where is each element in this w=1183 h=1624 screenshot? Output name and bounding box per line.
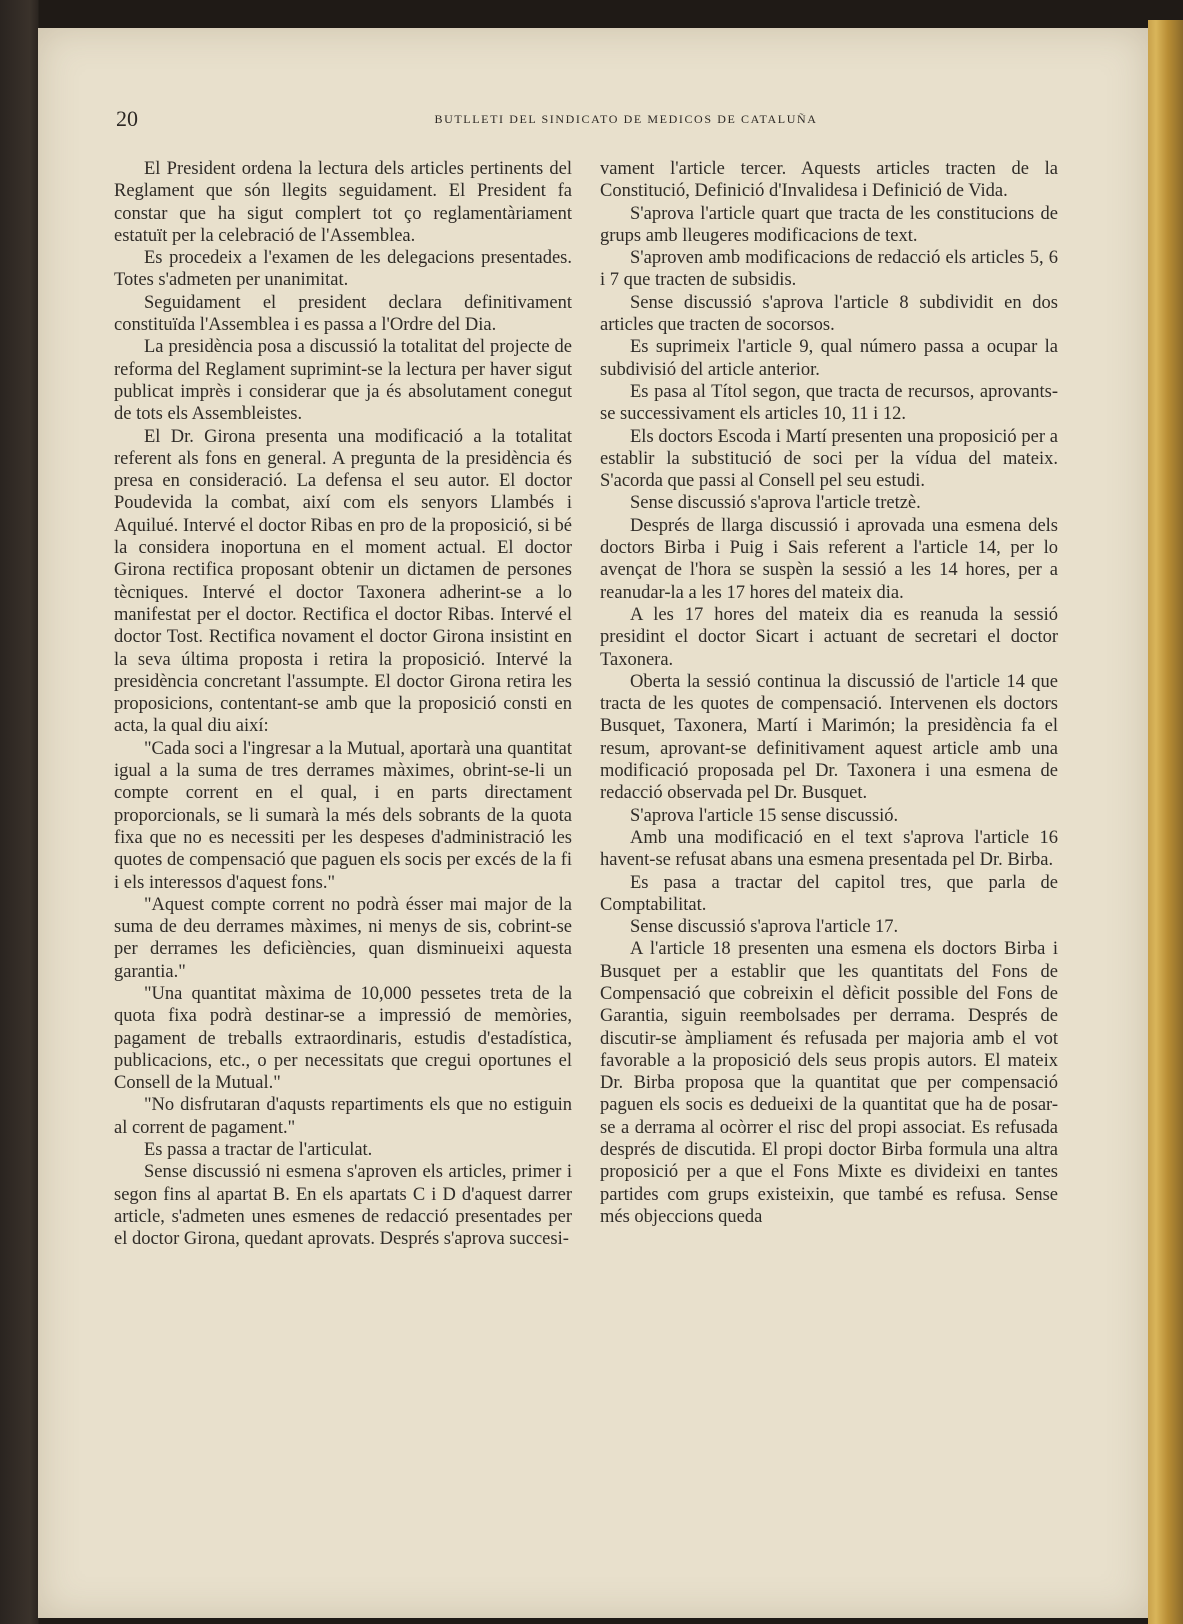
paragraph: Es pasa al Títol segon, que tracta de recursos, aprovants-se successivament els articles 10, 11 i 12. (600, 381, 1058, 425)
left-column (114, 158, 572, 1251)
paragraph: Sense discussió s'aprova l'article 8 subdividit en dos articles que tracten de socorsos. (600, 292, 1058, 336)
paragraph: S'aprova l'article quart que tracta de les constitucions de grups amb lleugeres modificacions de text. (600, 203, 1058, 246)
paragraph: S'aproven amb modificacions de redacció els articles 5, 6 i 7 que tracten de subsidis. (600, 248, 1058, 291)
paragraph: Es passa a tractar de l'articulat. (144, 1140, 373, 1161)
right-column (600, 158, 1058, 1228)
paragraph: Sense discussió s'aprova l'article 17. (630, 917, 899, 938)
paragraph: Després de llarga discussió i aprovada una esmena dels doctors Birba i Puig i Sais referent a l'article 14, per lo avençat de l'hora se suspèn la sessió a les 14 hores, per a reanudar-la a les 17 hores del mateix dia. (600, 515, 1058, 603)
running-title: BUTLLETI DEL SINDICATO DE MEDICOS DE CATALUÑA (434, 112, 818, 126)
paragraph: Amb una modificació en el text s'aprova l'article 16 havent-se refusat abans una esmena presentada pel Dr. Birba. (600, 827, 1058, 871)
paragraph: A les 17 hores del mateix dia es reanuda la sessió presidint el doctor Sicart i actuant de secretari el doctor Taxonera. (600, 604, 1058, 670)
page-header (76, 104, 1116, 134)
paragraph: S'aprova l'article 15 sense discussió. (630, 805, 899, 826)
paragraph: Es procedeix a l'examen de les delegacions presentades. Totes s'admeten per unanimitat. (114, 248, 572, 291)
paragraph: "Aquest compte corrent no podrà ésser mai major de la suma de deu derrames màximes, ni menys de sis, cobrint-se per derrames les deficiències, quan disminueixi aquesta garantia." (114, 894, 572, 982)
paragraph: Es pasa a tractar del capitol tres, que parla de Comptabilitat. (600, 872, 1058, 915)
paragraph: Es suprimeix l'article 9, qual número passa a ocupar la subdivisió del article anterior. (600, 337, 1058, 380)
book-edge (1148, 20, 1183, 1624)
paragraph: Oberta la sessió continua la discussió de l'article 14 que tracta de les quotes de compensació. Intervenen els doctors Busquet, Taxonera, Martí i Marimón; la presidència fa el resum, aprovant-se definitivament aquest article amb una modificació proposada pel Dr. Taxonera i una esmena de redacció observada pel Dr. Busquet. (600, 671, 1058, 804)
paragraph: vament l'article tercer. Aquests articles tracten de la Constitució, Definició d'Invalidesa i Definició de Vida. (600, 159, 1058, 202)
paragraph: La presidència posa a discussió la totalitat del projecte de reforma del Reglament suprimint-se la lectura per haver sigut publicat imprès i considerar que ja és absolutament conegut de tots els Assembleistes. (114, 337, 572, 425)
paragraph: Seguidament el president declara definitivament constituïda l'Assemblea i es passa a l'Ordre del Dia. (114, 292, 572, 336)
paragraph: Sense discussió ni esmena s'aproven els articles, primer i segon fins al apartat B. En els apartats C i D d'aquest darrer article, s'admeten unes esmenes de redacció presentades per el doctor Girona, quedant aprovats. Després s'aprova succesi- (114, 1162, 572, 1250)
paragraph: A l'article 18 presenten una esmena els doctors Birba i Busquet per a establir que les quantitats del Fons de Compensació que cobreixin el dèficit possible del Fons de Garantia, siguin reembolsades per derrama. Després de discutir-se àmpliament és refusada per majoria amb el vot favorable a la proposició dels seus propis autors. El mateix Dr. Birba proposa que la quantitat que per compensació paguen els socis es dedueixi de la quantitat que ha de posar-se a derrama al ocòrrer el risc del propi associat. Es refusada després de discutida. El propi doctor Birba formula una altra proposició per a que el Fons Mixte es divideixi en tantes partides com grups existeixin, que també es refusa. Sense més objeccions queda (600, 939, 1058, 1227)
paragraph: "No disfrutaran d'aqusts repartiments els que no estiguin al corrent de pagament." (114, 1095, 572, 1138)
paragraph: Sense discussió s'aprova l'article tretzè. (630, 493, 921, 514)
page-number: 20 (116, 106, 138, 131)
paragraph: Els doctors Escoda i Martí presenten una proposició per a establir la substitució de soci per la vídua del mateix. S'acorda que passi al Consell pel seu estudi. (600, 426, 1058, 492)
paragraph: "Una quantitat màxima de 10,000 pessetes treta de la quota fixa podrà destinar-se a impressió de memòries, pagament de treballs extraordinaris, estudis d'estadística, publicacions, etc., o per necessitats que cregui oportunes el Consell de la Mutual." (114, 983, 572, 1094)
paragraph: "Cada soci a l'ingresar a la Mutual, aportarà una quantitat igual a la suma de tres derrames màximes, obrint-se-li un compte corrent en el qual, i en parts directament proporcionals, se li sumarà la més dels sobrants de la quota fixa que no es necessiti per les despeses d'administració les quotes de compensació que paguen els socis per excés de la fi i els interessos d'aquest fons." (114, 738, 572, 893)
paragraph: El President ordena la lectura dels articles pertinents del Reglament que són llegits seguidament. El President fa constar que ha sigut complert tot ço reglamentàriament estatuït per la celebració de l'Assemblea. (114, 159, 572, 246)
paragraph: El Dr. Girona presenta una modificació a la totalitat referent als fons en general. A pregunta de la presidència és presa en consideració. La defensa el seu autor. El doctor Poudevida la combat, així com els senyors Llambés i Aquilué. Intervé el doctor Ribas en pro de la proposició, si bé la considera inoportuna en el moment actual. El doctor Girona rectifica proposant obtenir un dictamen de persones tècniques. Intervé el doctor Taxonera adherint-se a lo manifestat per el doctor. Rectifica el doctor Ribas. Intervé el doctor Tost. Rectifica novament el doctor Girona insistint en la seva última proposta i retira la proposició. Intervé la presidència concretant l'assumpte. El doctor Girona retira les proposicions, contentant-se amb que la proposició consti en acta, la qual diu així: (114, 426, 572, 737)
